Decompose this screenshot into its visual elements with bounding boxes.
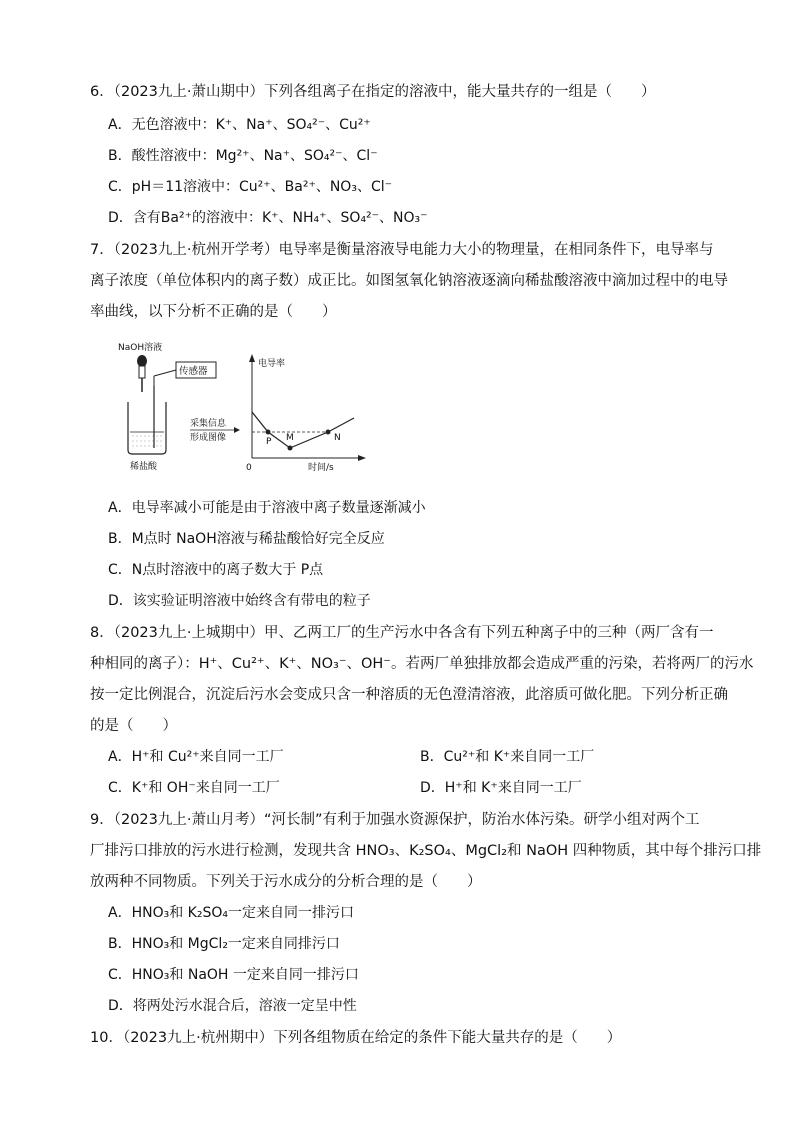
point-m [288,446,293,451]
q7-stem-line-1: 7．（2023九上·杭州开学考）电导率是衡量溶液导电能力大小的物理量，在相同条件下，电导率与 [90,242,714,258]
q9-option-d: D．将两处污水混合后，溶液一定呈中性 [108,998,357,1014]
point-n [326,430,331,435]
q8-stem-line-4: 的是（ ） [90,718,177,734]
x-axis-label: 时间/s [308,463,334,473]
form-label: 形成图像 [190,433,227,443]
q6-option-c: C．pH＝11溶液中：Cu²⁺、Ba²⁺、NO₃、Cl⁻ [108,179,392,195]
q8-stem-line-3: 按一定比例混合，沉淀后污水会变成只含一种溶质的无色澄清溶液，此溶质可做化肥。下列分析正确 [90,687,728,703]
q9-stem-line-2: 厂排污口排放的污水进行检测，发现共含 HNO₃、K₂SO₄、MgCl₂和 NaOH 四种物质，其中每个排污口排 [90,843,762,859]
q9-option-c: C．HNO₃和 NaOH 一定来自同一排污口 [108,967,359,983]
point-n-label: N [334,433,341,443]
q7-stem-line-3: 率曲线，以下分析不正确的是（ ） [90,304,337,320]
conductivity-experiment-diagram [110,336,370,476]
q6-stem: 6．（2023九上·萧山期中）下列各组离子在指定的溶液中，能大量共存的一组是（ ） [90,84,656,100]
point-p [266,430,271,435]
origin-label: 0 [246,463,252,473]
conductivity-graph [246,354,366,473]
q7-stem-line-2: 离子浓度（单位体积内的离子数）成正比。如图氢氧化钠溶液逐滴向稀盐酸溶液中滴加过程中的电导 [90,273,728,289]
q8-option-a: A．H⁺和 Cu²⁺来自同一工厂 [108,749,284,765]
q7-option-d: D．该实验证明溶液中始终含有带电的粒子 [108,593,371,609]
q7-option-b: B．M点时 NaOH溶液与稀盐酸恰好完全反应 [108,531,385,547]
sensor-label: 传感器 [179,366,208,377]
q9-option-a: A．HNO₃和 K₂SO₄一定来自同一排污口 [108,905,354,921]
q8-stem-line-1: 8．（2023九上·上城期中）甲、乙两工厂的生产污水中各含有下列五种离子中的三种（两厂含有一 [90,625,714,641]
q9-option-b: B．HNO₃和 MgCl₂一定来自同排污口 [108,936,340,952]
q9-stem-line-3: 放两种不同物质。下列关于污水成分的分析合理的是（ ） [90,874,482,890]
y-axis-label: 电导率 [258,359,286,369]
q10-stem: 10．（2023九上·杭州期中）下列各组物质在给定的条件下能大量共存的是（ ） [90,1030,622,1046]
naoh-label: NaOH溶液 [118,343,163,353]
q8-stem-line-2: 种相同的离子）：H⁺、Cu²⁺、K⁺、NO₃⁻、OH⁻。若两厂单独排放都会造成严重的污染，若将两厂的污水 [90,656,754,672]
acid-label: 稀盐酸 [130,462,158,472]
point-p-label: P [266,437,272,447]
q8-option-c: C．K⁺和 OH⁻来自同一工厂 [108,780,280,796]
dropper-icon [137,355,147,392]
q9-stem-line-1: 9．（2023九上·萧山月考）“河长制”有利于加强水资源保护，防治水体污染。研学小组对两个工 [90,812,700,828]
point-m-label: M [286,433,294,443]
q7-option-a: A．电导率减小可能是由于溶液中离子数量逐渐减小 [108,500,426,516]
beaker-icon [128,386,166,454]
q6-option-d: D．含有Ba²⁺的溶液中：K⁺、NH₄⁺、SO₄²⁻、NO₃⁻ [108,210,428,226]
q8-option-d: D．H⁺和 K⁺来自同一工厂 [420,780,582,796]
q6-option-b: B．酸性溶液中：Mg²⁺、Na⁺、SO₄²⁻、Cl⁻ [108,148,378,164]
q7-option-c: C．N点时溶液中的离子数大于 P点 [108,562,324,578]
q8-option-b: B．Cu²⁺和 K⁺来自同一工厂 [420,749,595,765]
q6-option-a: A．无色溶液中：K⁺、Na⁺、SO₄²⁻、Cu²⁺ [108,117,371,133]
collect-label: 采集信息 [190,419,227,429]
